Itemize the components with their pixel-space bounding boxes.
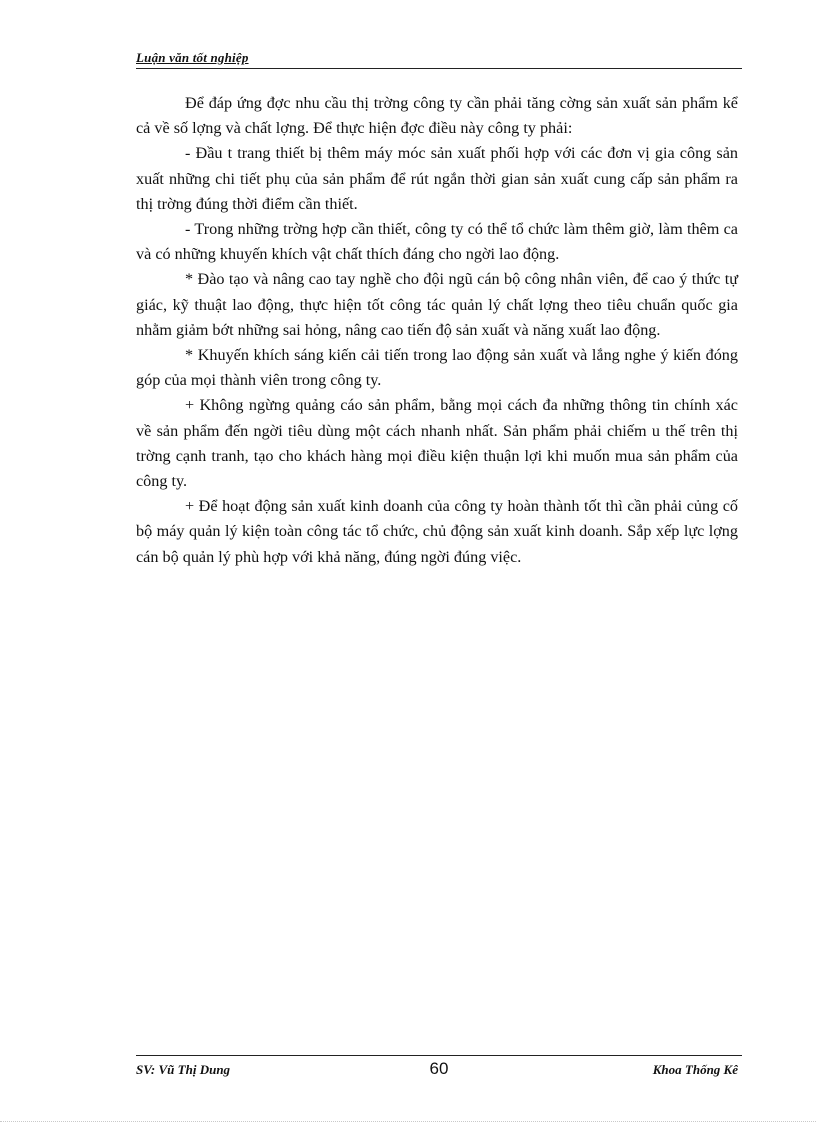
paragraph: - Trong những trờng hợp cần thiết, công ty có thể tổ chức làm thêm giờ, làm thêm ca và có những khuyến khích vật chất thích đáng cho ngời lao động.	[136, 220, 738, 264]
paragraph: - Đầu t trang thiết bị thêm máy móc sản xuất phối hợp với các đơn vị gia công sản xuất những chi tiết phụ của sản phẩm để rút ngắn thời gian sản xuất cung cấp sản phẩm ra thị trờng đúng thời điểm cần thiết.	[136, 144, 738, 213]
header-title: Luận văn tốt nghiệp	[136, 50, 249, 65]
footer-department: Khoa Thống Kê	[652, 1062, 738, 1077]
paragraph: Để đáp ứng đợc nhu cầu thị trờng công ty cần phải tăng cờng sản xuất sản phẩm kể cả về số lợng và chất lợng. Để thực hiện đợc điều này công ty phải:	[136, 94, 738, 138]
paragraph: * Đào tạo và nâng cao tay nghề cho đội ngũ cán bộ công nhân viên, để cao ý thức tự giác, kỹ thuật lao động, thực hiện tốt công tác quản lý chất lợng theo tiêu chuẩn quốc gia nhằm giảm bớt những sai hỏng, nâng cao tiến độ sản xuất và năng xuất lao động.	[136, 270, 738, 339]
paragraph: + Không ngừng quảng cáo sản phẩm, bằng mọi cách đa những thông tin chính xác về sản phẩm đến ngời tiêu dùng một cách nhanh nhất. Sản phẩm phải chiếm u thế trên thị trờng cạnh tranh, tạo cho khách hàng mọi điều kiện thuận lợi khi muốn mua sản phẩm của công ty.	[136, 396, 738, 491]
document-body	[136, 91, 738, 570]
page-header	[136, 46, 742, 69]
page-bottom-edge	[0, 1121, 816, 1122]
footer-author: SV: Vũ Thị Dung	[136, 1062, 231, 1077]
page-footer	[136, 1055, 742, 1086]
paragraph: + Để hoạt động sản xuất kinh doanh của công ty hoàn thành tốt thì cần phải củng cố bộ máy quản lý kiện toàn công tác tổ chức, chủ động sản xuất kinh doanh. Sắp xếp lực lợng cán bộ quản lý phù hợp với khả năng, đúng ngời đúng việc.	[136, 497, 738, 566]
page-number: 60	[429, 1059, 449, 1078]
paragraph: * Khuyến khích sáng kiến cải tiến trong lao động sản xuất và lắng nghe ý kiến đóng góp của mọi thành viên trong công ty.	[136, 346, 738, 390]
